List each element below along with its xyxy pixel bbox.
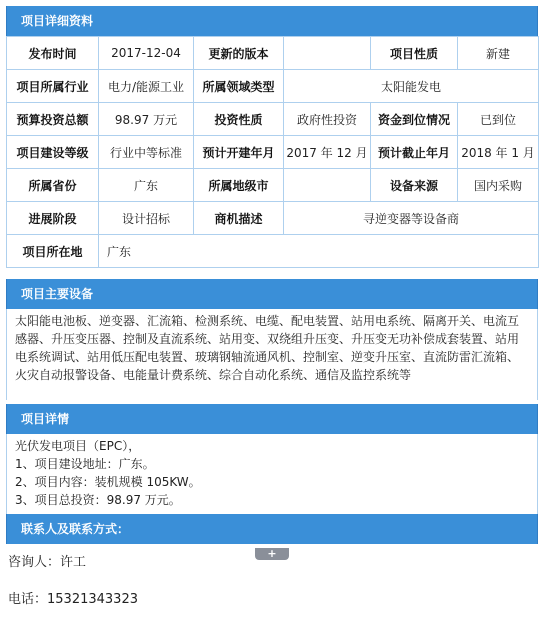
label-construction-level: 项目建设等级 [7, 136, 99, 169]
label-equipment-source: 设备来源 [371, 169, 458, 202]
section-header-details: 项目详情 [6, 404, 538, 434]
details-line: 光伏发电项目（EPC）， [15, 439, 141, 453]
value-progress-stage: 设计招标 [99, 202, 194, 235]
details-body [6, 434, 538, 516]
value-funding-status: 已到位 [458, 103, 539, 136]
details-line: 1、项目建设地址：广东。 [15, 457, 155, 471]
value-update-version [284, 37, 371, 70]
value-investment-nature: 政府性投资 [284, 103, 371, 136]
label-opportunity: 商机描述 [194, 202, 284, 235]
table-row [7, 37, 539, 70]
table-row [7, 235, 539, 268]
table-row [7, 70, 539, 103]
equipment-text: 太阳能电池板、逆变器、汇流箱、检测系统、电缆、配电装置、站用电系统、隔离开关、电流互感器、升压变压器、控制及直流系统、站用变、双绕组升压变、升压变无功补偿成套装置、站用电系统调试、站用低压配电装置、玻璃钢轴流通风机、控制室、逆变升压室、直流防雷汇流箱、火灾自动报警设备、电能量计费系统、综合自动化系统、通信及监控系统等 [6, 309, 538, 400]
details-line: 2、项目内容：装机规模 105KW。 [15, 475, 201, 489]
label-update-version: 更新的版本 [194, 37, 284, 70]
table-row [7, 169, 539, 202]
value-location: 广东 [99, 235, 539, 268]
value-budget: 98.97 万元 [99, 103, 194, 136]
label-domain-type: 所属领域类型 [194, 70, 284, 103]
label-investment-nature: 投资性质 [194, 103, 284, 136]
value-domain-type: 太阳能发电 [284, 70, 539, 103]
value-end-date: 2018 年 1 月 [458, 136, 539, 169]
label-city: 所属地级市 [194, 169, 284, 202]
value-publish-time: 2017-12-04 [99, 37, 194, 70]
label-start-date: 预计开建年月 [194, 136, 284, 169]
detail-panel [6, 6, 538, 268]
value-project-nature: 新建 [458, 37, 539, 70]
label-budget: 预算投资总额 [7, 103, 99, 136]
label-project-nature: 项目性质 [371, 37, 458, 70]
value-province: 广东 [99, 169, 194, 202]
value-industry: 电力/能源工业 [99, 70, 194, 103]
label-location: 项目所在地 [7, 235, 99, 268]
label-province: 所属省份 [7, 169, 99, 202]
section-header-detail: 项目详细资料 [6, 6, 538, 36]
label-progress-stage: 进展阶段 [7, 202, 99, 235]
label-industry: 项目所属行业 [7, 70, 99, 103]
section-header-contact: 联系人及联系方式： [6, 514, 538, 544]
value-equipment-source: 国内采购 [458, 169, 539, 202]
details-panel [6, 404, 538, 516]
value-city [284, 169, 371, 202]
details-line: 3、项目总投资：98.97 万元。 [15, 493, 181, 507]
contact-consultant: 咨询人：许工 [8, 555, 87, 570]
value-start-date: 2017 年 12 月 [284, 136, 371, 169]
section-header-equipment: 项目主要设备 [6, 279, 538, 309]
table-row [7, 202, 539, 235]
label-funding-status: 资金到位情况 [371, 103, 458, 136]
value-opportunity: 寻逆变器等设备商 [284, 202, 539, 235]
value-construction-level: 行业中等标准 [99, 136, 194, 169]
contact-panel [6, 514, 538, 544]
label-publish-time: 发布时间 [7, 37, 99, 70]
expand-button[interactable]: + [255, 548, 289, 560]
detail-table [6, 36, 539, 268]
table-row [7, 103, 539, 136]
equipment-panel [6, 279, 538, 400]
contact-phone: 电话：15321343323 [8, 592, 138, 607]
label-end-date: 预计截止年月 [371, 136, 458, 169]
table-row [7, 136, 539, 169]
